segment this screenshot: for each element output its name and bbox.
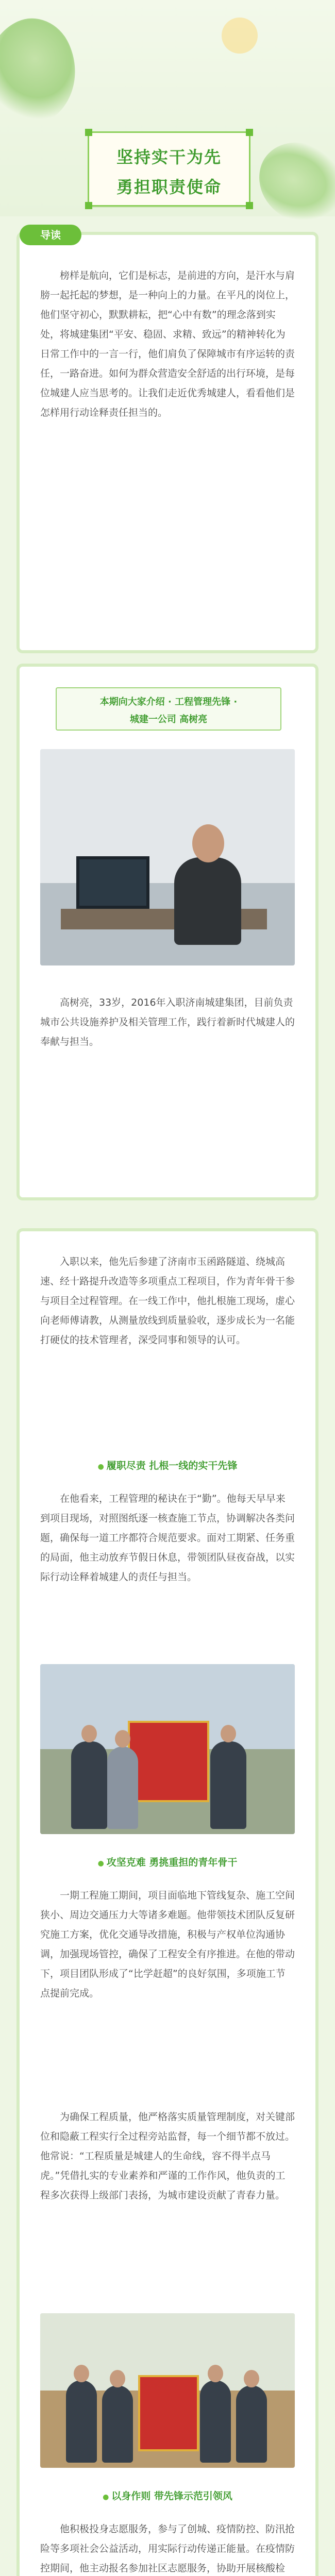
photo-award-banner [40,1664,295,1834]
sun-decoration-icon [222,18,258,54]
corner-decoration [85,202,92,209]
intro-text: 榜样是航向，它们是标志，是前进的方向，是汗水与肩膀一起托起的梦想，是一种向上的力量。在平凡的岗位上，他们坚守初心，默默耕耘，把“心中有数”的理念落到实处，将城建集团“平安、稳固、求精、致远”的精神转化为日常工作中的一言一行，他们肩负了保障城市有序运转的责任，一路奋进。如何为群众营造安全舒适的出行环境，是每位城建人应当思考的。让我们走近优秀城建人，看看他们是怎样用行动诠释责任担当的。 [40,270,295,418]
section-heading-2: ● 攻坚克难 勇挑重担的青年骨干 [40,1855,295,1869]
paragraph-1: 入职以来，他先后参建了济南市玉函路隧道、绕城高速、经十路提升改造等多项重点工程项目，作为青年骨干参与项目全过程管理。在一线工作中，他扎根施工现场，虚心向老师傅请教，从测量放线到质量验收，逐步成长为一名能打硬仗的技术管理者，深受同事和领导的认可。 [40,1256,295,1346]
paragraph-3: 一期工程施工期间，项目面临地下管线复杂、施工空间狭小、周边交通压力大等诸多难题。他带领技术团队反复研究施工方案，优化交通导改措施，积极与产权单位沟通协调，加强现场管控，确保了工程安全有序推进。在他的带动下，项目团队形成了“比学赶超”的良好氛围，多项施工节点提前完成。 [40,1890,295,1999]
content-card [20,1231,315,2576]
header-banner [0,0,335,216]
corner-decoration [85,129,92,136]
monitor-icon [76,856,149,909]
profile-banner [56,687,281,731]
profile-banner-line1: 本期向大家介绍 · 工程管理先锋 · [99,697,238,707]
section-heading-1: ● 履职尽责 扎根一线的实干先锋 [40,1458,295,1472]
profile-caption: 高树亮，33岁，2016年入职济南城建集团，目前负责城市公共设施养护及相关管理工作，践行着新时代城建人的奉献与担当。 [40,997,295,1047]
page-title-line2: 勇担职责使命 [116,177,222,197]
corner-decoration [246,202,253,209]
intro-card [20,229,315,650]
corner-decoration [246,129,253,136]
leaf-decoration-icon [247,131,335,234]
paragraph-4: 为确保工程质量，他严格落实质量管理制度，对关键部位和隐蔽工程实行全过程旁站监督，每一个细节都不放过。他常说：“工程质量是城建人的生命线，容不得半点马虎。”凭借扎实的专业素养和严谨的工作作风，他负责的工程多次获得上级部门表扬，为城市建设贡献了青春力量。 [40,2111,295,2201]
profile-photo [40,749,295,965]
intro-tag: 导读 [20,225,81,245]
paragraph-2: 在他看来，工程管理的秘诀在于“勤”。他每天早早来到项目现场，对照图纸逐一核查施工节点，协调解决各类问题，确保每一道工序都符合规范要求。面对工期紧、任务重的局面，他主动放弃节假日休息，带领团队昼夜奋战，以实际行动诠释着城建人的责任与担当。 [40,1493,295,1583]
section-heading-3: ● 以身作则 带先锋示范引领风 [40,2488,295,2502]
page-title-line1: 坚持实干为先 [116,147,222,167]
photo-team-group [40,2313,295,2468]
paragraph-5: 他积极投身志愿服务，参与了创城、疫情防控、防汛抢险等多项社会公益活动，用实际行动传递正能量。在疫情防控期间，他主动报名参加社区志愿服务，协助开展核酸检 [40,2523,295,2574]
profile-banner-line2: 城建一公司 高树亮 [129,714,208,725]
profile-card [20,667,315,1197]
title-panel [88,131,250,207]
leaf-decoration-icon [0,6,95,138]
